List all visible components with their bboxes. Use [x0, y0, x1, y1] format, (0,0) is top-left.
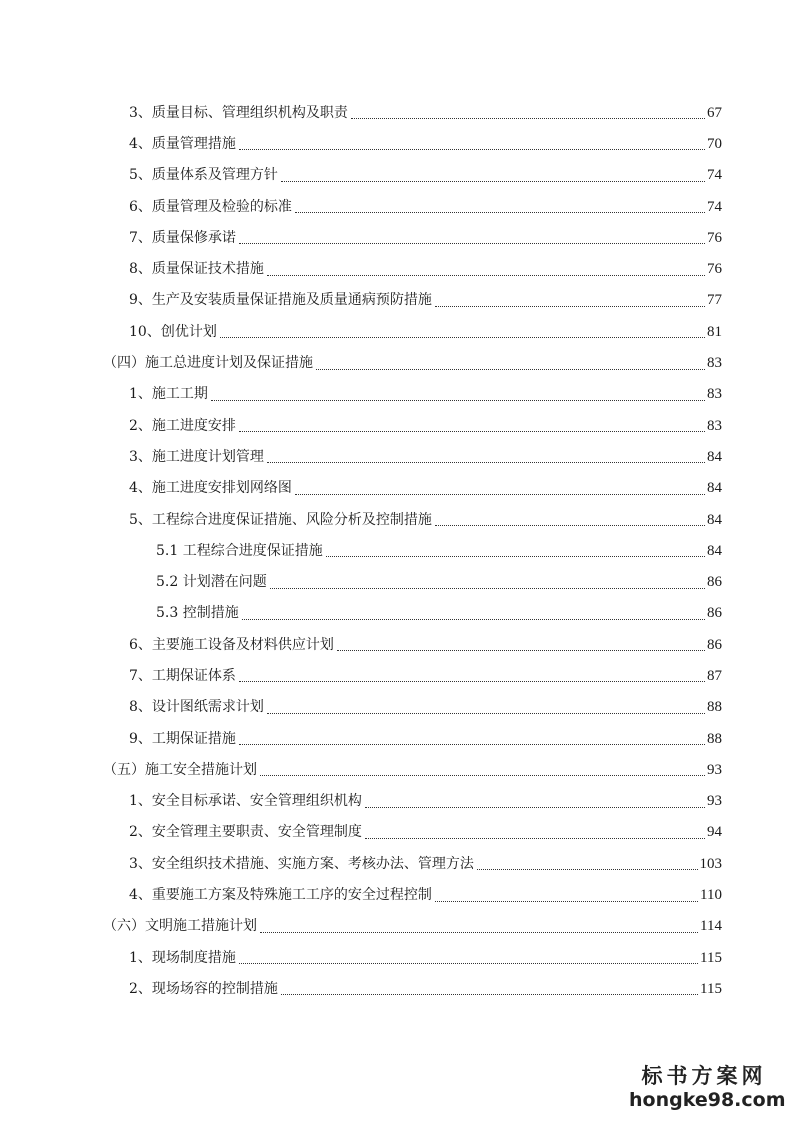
- toc-entry[interactable]: [0, 692, 793, 723]
- toc-entry[interactable]: [0, 473, 793, 504]
- toc-dot-leader: [242, 619, 705, 620]
- toc-entry-page-number: 103: [699, 855, 722, 872]
- toc-entry[interactable]: [0, 566, 793, 597]
- toc-entry-page-number: 86: [707, 605, 722, 622]
- toc-entry-title: 10、创优计划: [129, 323, 217, 340]
- toc-entry-title: 4、重要施工方案及特殊施工工序的安全过程控制: [129, 887, 432, 904]
- toc-dot-leader: [365, 807, 705, 808]
- toc-entry-title: 9、工期保证措施: [129, 730, 236, 747]
- toc-entry-page-number: 84: [707, 511, 722, 528]
- toc-entry[interactable]: [0, 222, 793, 253]
- toc-entry[interactable]: [0, 253, 793, 284]
- toc-entry[interactable]: [0, 504, 793, 535]
- toc-entry-page-number: 88: [707, 699, 722, 716]
- toc-dot-leader: [326, 556, 705, 557]
- toc-dot-leader: [351, 118, 705, 119]
- toc-entry-page-number: 94: [707, 824, 722, 841]
- toc-dot-leader: [365, 838, 705, 839]
- toc-entry-page-number: 115: [700, 949, 722, 966]
- toc-dot-leader: [267, 462, 705, 463]
- watermark-url: hongke98.com: [629, 1089, 786, 1111]
- toc-entry[interactable]: [0, 441, 793, 472]
- toc-entry-title: 2、安全管理主要职责、安全管理制度: [129, 824, 362, 841]
- toc-entry-title: 5.3 控制措施: [156, 605, 239, 622]
- toc-dot-leader: [239, 431, 705, 432]
- toc-dot-leader: [337, 650, 705, 651]
- toc-entry-title: 4、施工进度安排划网络图: [129, 480, 292, 497]
- toc-entry-title: （六）文明施工措施计划: [103, 918, 257, 935]
- toc-entry-title: 5.1 工程综合进度保证措施: [156, 542, 323, 559]
- toc-entry-title: 7、质量保修承诺: [129, 229, 236, 246]
- toc-dot-leader: [239, 963, 698, 964]
- toc-entry[interactable]: [0, 191, 793, 222]
- toc-entry-title: 3、安全组织技术措施、实施方案、考核办法、管理方法: [129, 855, 474, 872]
- toc-entry-page-number: 76: [707, 261, 722, 278]
- toc-dot-leader: [239, 149, 705, 150]
- toc-entry-page-number: 84: [707, 542, 722, 559]
- toc-entry-page-number: 88: [707, 730, 722, 747]
- toc-entry[interactable]: [0, 598, 793, 629]
- toc-entry-title: 6、质量管理及检验的标准: [129, 198, 292, 215]
- toc-entry-page-number: 83: [707, 417, 722, 434]
- toc-entry-title: 2、现场场容的控制措施: [129, 980, 278, 997]
- table-of-contents: [0, 97, 793, 1005]
- toc-dot-leader: [239, 681, 705, 682]
- toc-entry-page-number: 74: [707, 167, 722, 184]
- toc-dot-leader: [435, 525, 705, 526]
- toc-dot-leader: [281, 181, 705, 182]
- toc-entry-title: 1、施工工期: [129, 386, 208, 403]
- toc-dot-leader: [477, 869, 698, 870]
- toc-dot-leader: [267, 275, 705, 276]
- toc-entry[interactable]: [0, 535, 793, 566]
- toc-dot-leader: [211, 400, 705, 401]
- toc-dot-leader: [260, 932, 698, 933]
- watermark-name: 标书方案网: [641, 1064, 767, 1088]
- toc-entry[interactable]: [0, 379, 793, 410]
- toc-entry-page-number: 83: [707, 386, 722, 403]
- toc-entry-title: （五）施工安全措施计划: [103, 761, 257, 778]
- toc-entry-title: 5、质量体系及管理方针: [129, 167, 278, 184]
- toc-entry-title: 4、质量管理措施: [129, 135, 236, 152]
- toc-entry-page-number: 93: [707, 793, 722, 810]
- toc-entry-page-number: 77: [707, 292, 722, 309]
- toc-entry-title: 3、质量目标、管理组织机构及职责: [129, 104, 348, 121]
- toc-entry[interactable]: [0, 629, 793, 660]
- toc-entry-title: 7、工期保证体系: [129, 667, 236, 684]
- toc-entry[interactable]: [0, 347, 793, 378]
- toc-entry[interactable]: [0, 723, 793, 754]
- toc-entry[interactable]: [0, 786, 793, 817]
- toc-entry-title: 6、主要施工设备及材料供应计划: [129, 636, 334, 653]
- toc-entry-page-number: 67: [707, 104, 722, 121]
- toc-entry[interactable]: [0, 316, 793, 347]
- toc-entry-page-number: 70: [707, 135, 722, 152]
- toc-entry[interactable]: [0, 911, 793, 942]
- toc-entry[interactable]: [0, 128, 793, 159]
- toc-entry-title: 1、现场制度措施: [129, 949, 236, 966]
- toc-dot-leader: [239, 243, 705, 244]
- toc-dot-leader: [270, 588, 705, 589]
- toc-entry-title: （四）施工总进度计划及保证措施: [103, 355, 313, 372]
- toc-dot-leader: [435, 306, 705, 307]
- toc-entry[interactable]: [0, 97, 793, 128]
- toc-dot-leader: [435, 901, 698, 902]
- toc-dot-leader: [260, 775, 705, 776]
- toc-entry[interactable]: [0, 973, 793, 1004]
- toc-entry-page-number: 86: [707, 636, 722, 653]
- toc-entry[interactable]: [0, 660, 793, 691]
- toc-entry-title: 5、工程综合进度保证措施、风险分析及控制措施: [129, 511, 432, 528]
- toc-entry-title: 2、施工进度安排: [129, 417, 236, 434]
- toc-dot-leader: [267, 713, 705, 714]
- toc-entry[interactable]: [0, 285, 793, 316]
- toc-entry-page-number: 110: [700, 887, 722, 904]
- toc-entry[interactable]: [0, 942, 793, 973]
- toc-entry-title: 8、设计图纸需求计划: [129, 699, 264, 716]
- toc-entry-title: 8、质量保证技术措施: [129, 261, 264, 278]
- watermark-logo: [629, 1064, 786, 1112]
- toc-entry-page-number: 115: [700, 980, 722, 997]
- toc-entry[interactable]: [0, 160, 793, 191]
- toc-entry-page-number: 87: [707, 667, 722, 684]
- toc-dot-leader: [239, 744, 705, 745]
- toc-dot-leader: [295, 494, 705, 495]
- toc-entry-page-number: 74: [707, 198, 722, 215]
- toc-entry[interactable]: [0, 848, 793, 879]
- toc-entry-page-number: 114: [700, 918, 722, 935]
- toc-entry[interactable]: [0, 410, 793, 441]
- toc-entry-page-number: 83: [707, 355, 722, 372]
- toc-entry-title: 9、生产及安装质量保证措施及质量通病预防措施: [129, 292, 432, 309]
- toc-dot-leader: [220, 337, 705, 338]
- toc-entry-page-number: 84: [707, 448, 722, 465]
- toc-entry-page-number: 84: [707, 480, 722, 497]
- toc-entry-title: 5.2 计划潜在问题: [156, 574, 267, 591]
- toc-entry[interactable]: [0, 879, 793, 910]
- toc-entry-page-number: 86: [707, 574, 722, 591]
- toc-dot-leader: [281, 994, 698, 995]
- toc-entry[interactable]: [0, 754, 793, 785]
- toc-entry-page-number: 93: [707, 761, 722, 778]
- toc-entry-title: 3、施工进度计划管理: [129, 448, 264, 465]
- toc-entry-page-number: 81: [707, 323, 722, 340]
- toc-entry[interactable]: [0, 817, 793, 848]
- toc-entry-title: 1、安全目标承诺、安全管理组织机构: [129, 793, 362, 810]
- toc-entry-page-number: 76: [707, 229, 722, 246]
- toc-dot-leader: [316, 369, 705, 370]
- toc-dot-leader: [295, 212, 705, 213]
